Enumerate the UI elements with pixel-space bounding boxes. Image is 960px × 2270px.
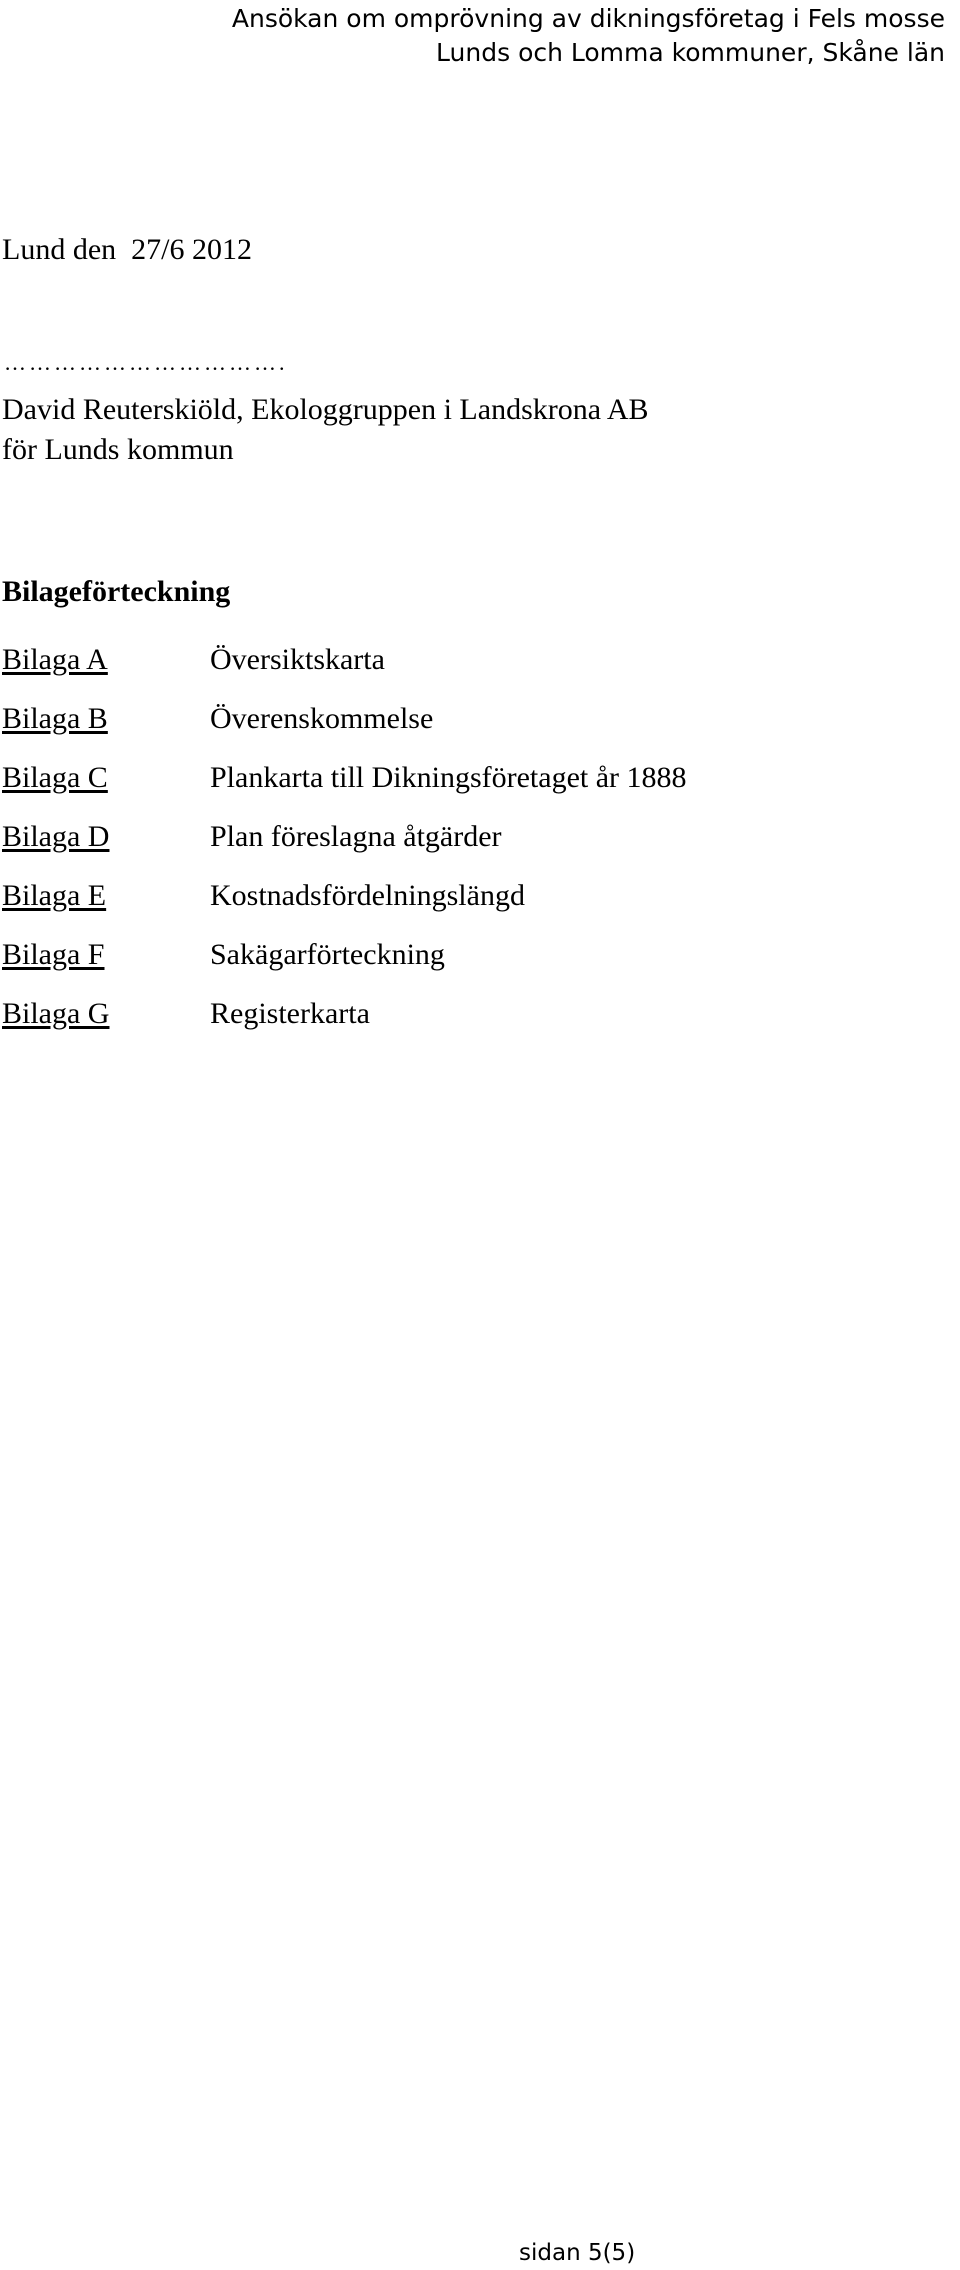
attachment-description: Plan föreslagna åtgärder [210, 819, 502, 853]
attachment-link-d[interactable]: Bilaga D [2, 819, 110, 853]
attachment-row [2, 807, 687, 866]
attachment-description: Översiktskarta [210, 642, 385, 676]
attachment-description: Sakägarförteckning [210, 937, 445, 971]
attachment-link-f[interactable]: Bilaga F [2, 937, 105, 971]
attachment-link-a[interactable]: Bilaga A [2, 642, 108, 676]
attachment-row [2, 689, 687, 748]
attachment-row [2, 925, 687, 984]
header-subtitle: Lunds och Lomma kommuner, Skåne län [436, 38, 945, 67]
signer-on-behalf: för Lunds kommun [2, 433, 234, 466]
place-date: Lund den 27/6 2012 [2, 233, 252, 266]
header-title: Ansökan om omprövning av dikningsföretag i Fels mosse [231, 4, 945, 33]
attachment-description: Kostnadsfördelningslängd [210, 878, 525, 912]
attachment-row [2, 984, 687, 1043]
attachment-row [2, 748, 687, 807]
attachment-link-g[interactable]: Bilaga G [2, 996, 110, 1030]
page-header [232, 0, 945, 70]
page-number: sidan 5(5) [519, 2240, 636, 2266]
attachment-description: Registerkarta [210, 996, 370, 1030]
attachments-heading: Bilageförteckning [2, 575, 231, 608]
signer-name: David Reuterskiöld, Ekologgruppen i Landskrona AB [2, 393, 649, 426]
attachment-row [2, 866, 687, 925]
attachments-list [2, 630, 687, 1043]
signature-line: ……………………………. [4, 350, 288, 375]
attachment-link-c[interactable]: Bilaga C [2, 760, 108, 794]
attachment-description: Plankarta till Dikningsföretaget år 1888 [210, 760, 687, 794]
attachment-link-e[interactable]: Bilaga E [2, 878, 107, 912]
signature-block [2, 390, 649, 470]
attachment-link-b[interactable]: Bilaga B [2, 701, 108, 735]
attachment-row [2, 630, 687, 689]
attachment-description: Överenskommelse [210, 701, 434, 735]
